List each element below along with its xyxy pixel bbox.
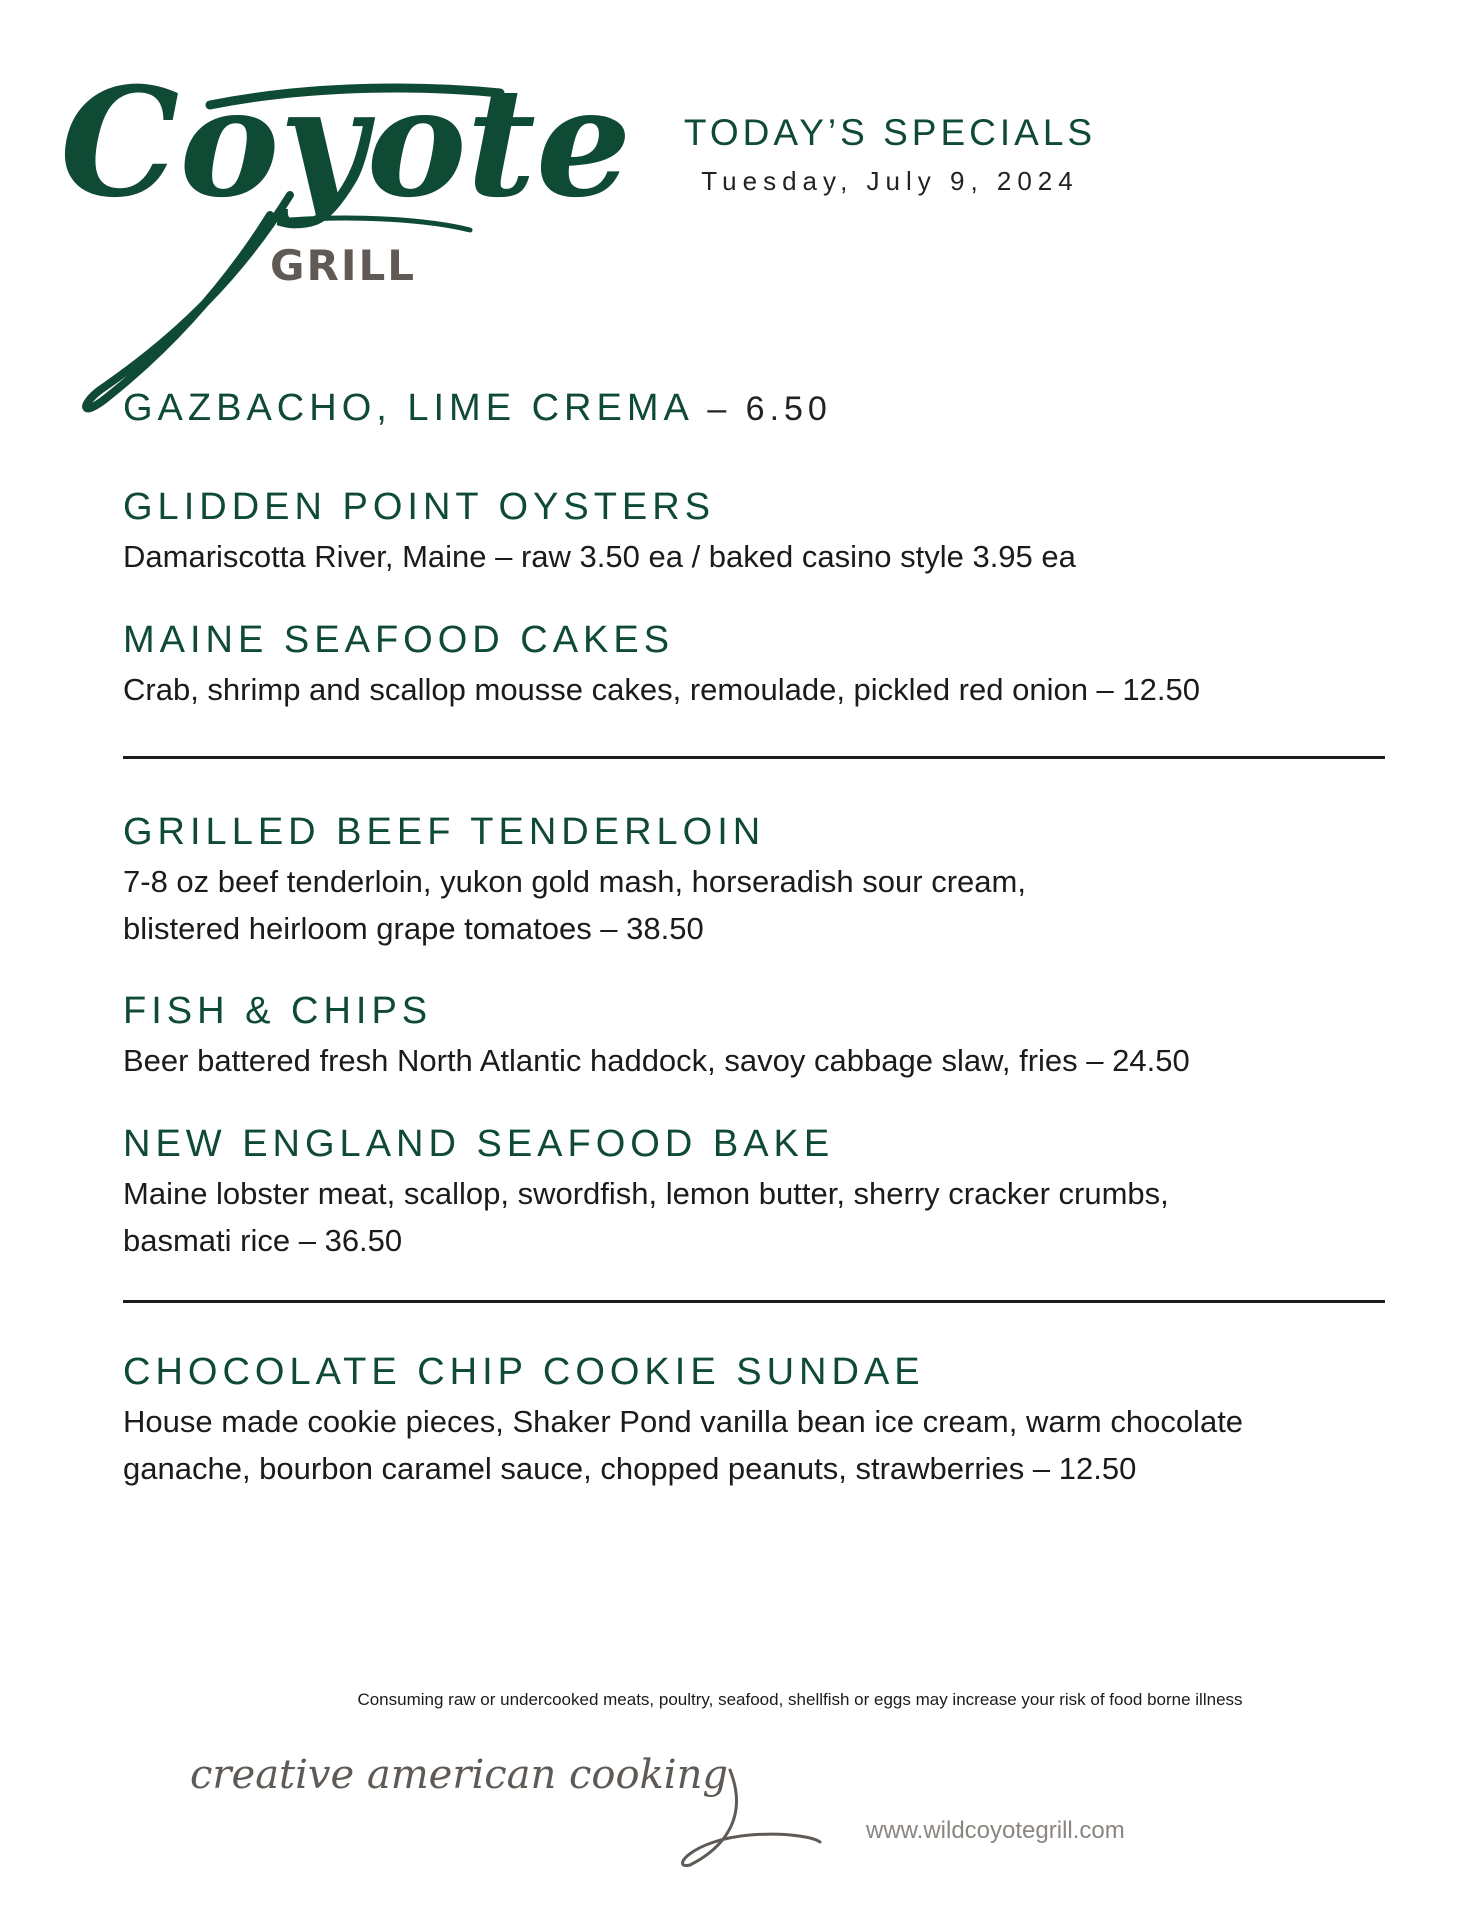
item-price: – 6.50	[707, 390, 832, 428]
tagline-text: creative american cooking	[190, 1752, 728, 1798]
menu-date: Tuesday, July 9, 2024	[701, 166, 1079, 196]
item-title-row	[123, 384, 1383, 433]
item-name: MAINE SEAFOOD CAKES	[123, 619, 675, 661]
tagline-graphic	[190, 1720, 830, 1870]
page-title: TODAY’S SPECIALS	[683, 112, 1097, 153]
item-description-line: blistered heirloom grape tomatoes – 38.50	[123, 911, 704, 946]
menu-item	[123, 987, 1383, 1084]
item-name: GAZBACHO, LIME CREMA	[123, 387, 692, 429]
item-name: CHOCOLATE CHIP COOKIE SUNDAE	[123, 1351, 925, 1393]
item-description-line: ganache, bourbon caramel sauce, chopped peanuts, strawberries – 12.50	[123, 1451, 1137, 1486]
item-description-line: House made cookie pieces, Shaker Pond vanilla bean ice cream, warm chocolate	[123, 1404, 1244, 1439]
food-safety-disclaimer: Consuming raw or undercooked meats, poultry, seafood, shellfish or eggs may increase your risk of food borne illness	[357, 1690, 1243, 1709]
item-name: GRILLED BEEF TENDERLOIN	[123, 811, 766, 853]
website-link[interactable]: www.wildcoyotegrill.com	[866, 1817, 1125, 1844]
item-name: GLIDDEN POINT OYSTERS	[123, 486, 716, 528]
item-description: Damariscotta River, Maine – raw 3.50 ea / baked casino style 3.95 ea	[123, 539, 1076, 574]
logo-graphic	[60, 45, 632, 405]
item-description-line: basmati rice – 36.50	[123, 1223, 403, 1258]
section-divider	[123, 756, 1385, 759]
menu-item	[123, 1348, 1383, 1492]
item-description: Crab, shrimp and scallop mousse cakes, remoulade, pickled red onion – 12.50	[123, 672, 1200, 707]
item-description-line: 7-8 oz beef tenderloin, yukon gold mash, horseradish sour cream,	[123, 864, 1026, 899]
tagline-svg	[190, 1720, 830, 1870]
menu-item	[123, 616, 1383, 713]
item-name: FISH & CHIPS	[123, 990, 433, 1032]
menu-item	[123, 483, 1383, 580]
menu-item	[123, 384, 1383, 433]
menu-item	[123, 1120, 1383, 1264]
item-name: NEW ENGLAND SEAFOOD BAKE	[123, 1123, 835, 1165]
menu-item	[123, 808, 1383, 952]
logo-grill-text: GRILL	[270, 241, 416, 290]
section-divider	[123, 1300, 1385, 1303]
item-description: Beer battered fresh North Atlantic haddock, savoy cabbage slaw, fries – 24.50	[123, 1043, 1190, 1078]
logo-wordmark: Coyote	[60, 55, 632, 231]
coyote-grill-logo	[60, 45, 632, 405]
item-description-line: Maine lobster meat, scallop, swordfish, lemon butter, sherry cracker crumbs,	[123, 1176, 1169, 1211]
